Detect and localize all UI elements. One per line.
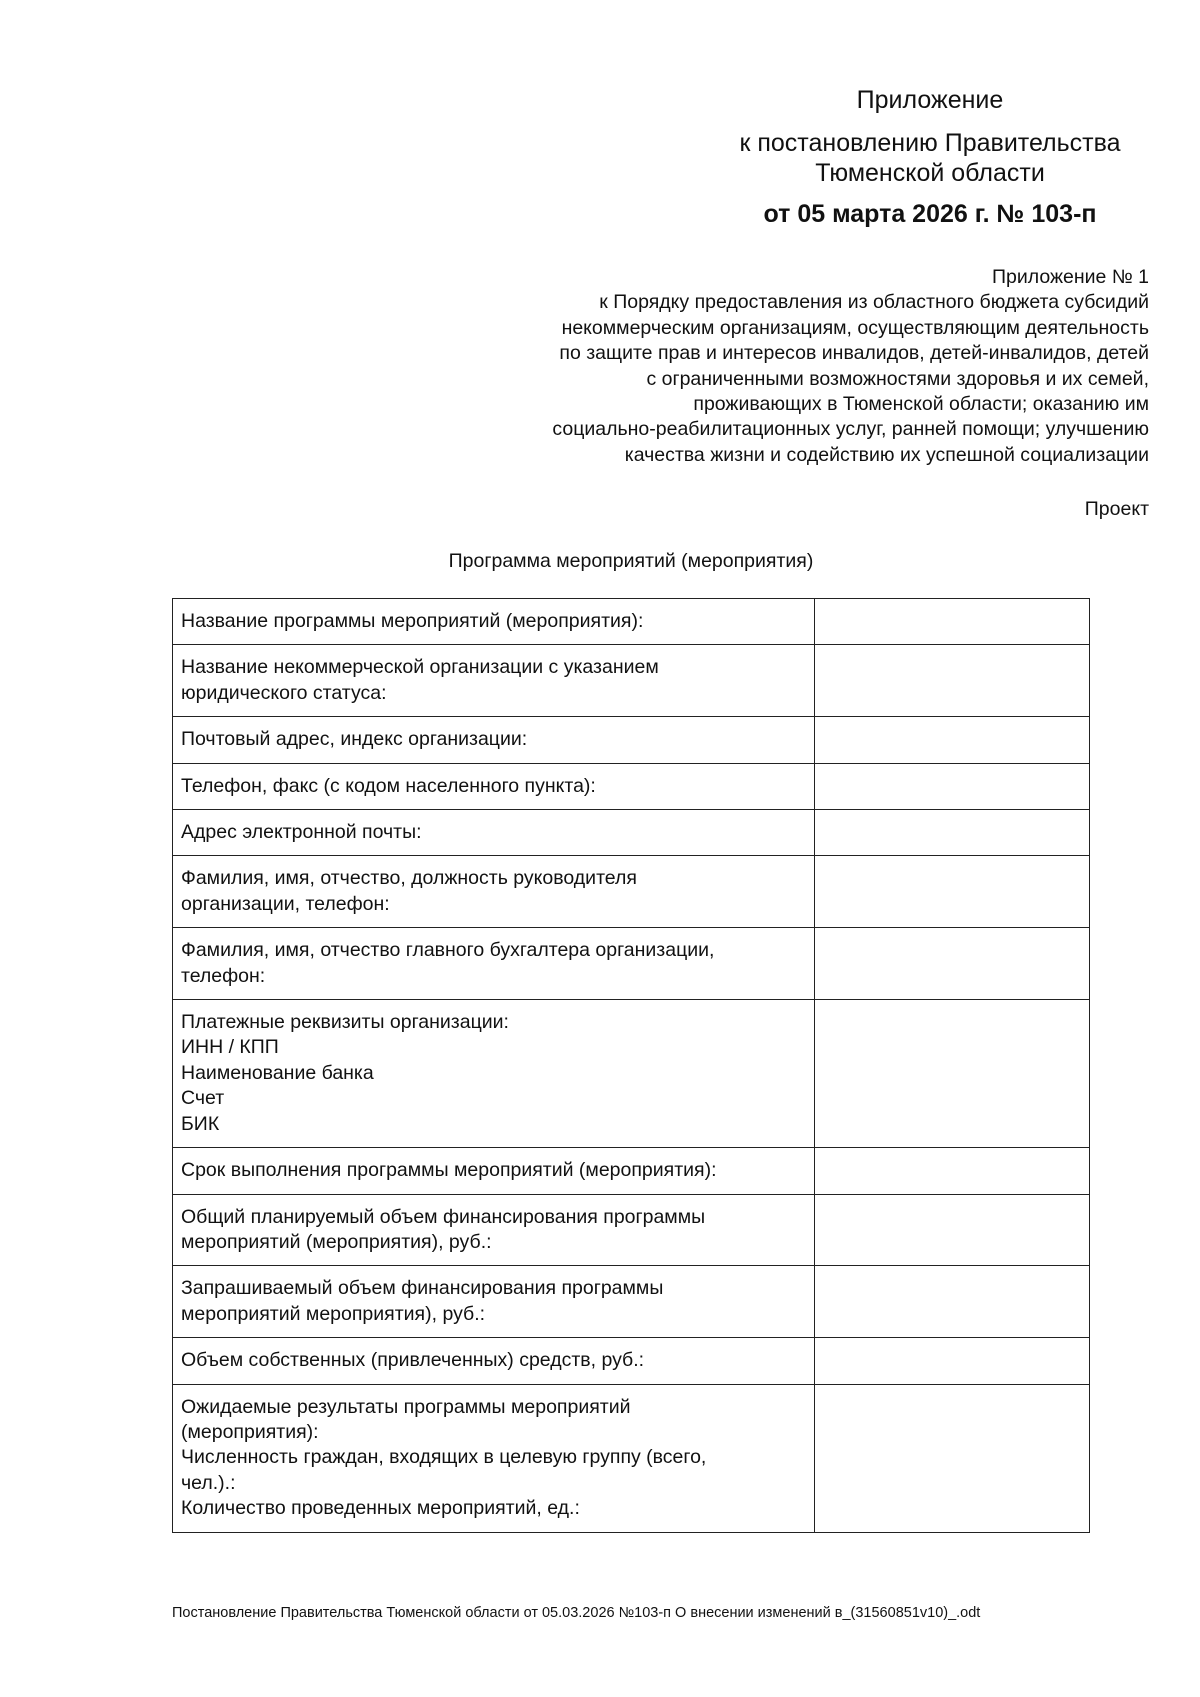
program-form-table-body	[173, 599, 1090, 1533]
field-value-cell[interactable]	[815, 1384, 1090, 1532]
sub-appendix-line: проживающих в Тюменской области; оказанию им	[693, 393, 1149, 416]
table-row	[173, 928, 1090, 1000]
project-label: Проект	[1084, 498, 1149, 520]
field-label-line: ИНН / КПП	[181, 1036, 279, 1059]
resolution-reference-line-1: к постановлению Правительства	[739, 129, 1121, 157]
sub-appendix-line: Приложение № 1	[992, 266, 1149, 288]
field-value-cell[interactable]	[815, 928, 1090, 1000]
field-label-line: (мероприятия):	[181, 1420, 319, 1443]
field-label-line: Название некоммерческой организации с указанием	[181, 656, 659, 679]
table-row	[173, 1194, 1090, 1266]
footer-filename: Постановление Правительства Тюменской области от 05.03.2026 №103-п О внесении изменений в_(31560851v10)_.odt	[172, 1605, 981, 1621]
field-label-line: Общий планируемый объем финансирования программы	[181, 1205, 706, 1228]
field-label-line: Фамилия, имя, отчество главного бухгалтера организации,	[181, 939, 715, 962]
field-label-cell	[173, 1000, 815, 1148]
field-label-cell	[173, 1384, 815, 1532]
resolution-reference-line-2: Тюменской области	[815, 159, 1045, 187]
sub-appendix-line: качества жизни и содействию их успешной социализации	[624, 443, 1149, 466]
form-title: Программа мероприятий (мероприятия)	[448, 550, 814, 572]
field-value-cell[interactable]	[815, 645, 1090, 717]
table-row	[173, 599, 1090, 645]
table-row	[173, 763, 1090, 809]
field-value-cell[interactable]	[815, 856, 1090, 928]
sub-appendix-line: к Порядку предоставления из областного бюджета субсидий	[599, 291, 1149, 314]
field-label-line: Ожидаемые результаты программы мероприятий	[181, 1395, 631, 1418]
field-label-line: Платежные реквизиты организации:	[181, 1011, 509, 1034]
field-label-line: Запрашиваемый объем финансирования программы	[181, 1277, 664, 1300]
field-value-cell[interactable]	[815, 599, 1090, 645]
field-label-cell	[173, 1266, 815, 1338]
field-value-cell[interactable]	[815, 763, 1090, 809]
field-value-cell[interactable]	[815, 1000, 1090, 1148]
field-label-line: Телефон, факс (с кодом населенного пункта):	[181, 774, 596, 797]
field-label-line: телефон:	[181, 964, 266, 987]
field-label-cell	[173, 763, 815, 809]
sub-appendix-line: социально-реабилитационных услуг, ранней помощи; улучшению	[552, 418, 1149, 441]
field-label-line: Почтовый адрес, индекс организации:	[181, 728, 528, 751]
field-label-line: Численность граждан, входящих в целевую группу (всего,	[181, 1446, 707, 1469]
table-row	[173, 717, 1090, 763]
field-label-cell	[173, 1194, 815, 1266]
field-label-cell	[173, 928, 815, 1000]
table-row	[173, 1384, 1090, 1532]
field-label-line: Название программы мероприятий (мероприятия):	[181, 610, 644, 632]
field-label-cell	[173, 645, 815, 717]
field-label-cell	[173, 1148, 815, 1194]
field-label-cell	[173, 599, 815, 645]
resolution-date: от 05 марта 2026 г. № 103-п	[763, 200, 1097, 228]
table-row	[173, 1000, 1090, 1148]
field-label-line: Срок выполнения программы мероприятий (мероприятия):	[181, 1159, 717, 1182]
field-value-cell[interactable]	[815, 1338, 1090, 1384]
sub-appendix-line: некоммерческим организациям, осуществляющим деятельность	[561, 316, 1149, 339]
field-label-line: чел.).:	[181, 1471, 236, 1494]
table-row	[173, 1148, 1090, 1194]
field-label-line: Фамилия, имя, отчество, должность руководителя	[181, 867, 637, 890]
field-label-line: Счет	[181, 1087, 225, 1110]
resolution-reference	[680, 128, 1180, 188]
field-value-cell[interactable]	[815, 810, 1090, 856]
field-label-line: Наименование банка	[181, 1061, 374, 1084]
field-label-line: организации, телефон:	[181, 892, 390, 915]
field-label-cell	[173, 856, 815, 928]
field-label-line: мероприятий мероприятия), руб.:	[181, 1302, 486, 1325]
sub-appendix-line: по защите прав и интересов инвалидов, детей-инвалидов, детей	[559, 342, 1149, 365]
field-value-cell[interactable]	[815, 1266, 1090, 1338]
field-label-cell	[173, 717, 815, 763]
field-label-line: юридического статуса:	[181, 681, 387, 704]
field-label-cell	[173, 1338, 815, 1384]
table-row	[173, 645, 1090, 717]
field-label-line: Адрес электронной почты:	[181, 821, 422, 844]
table-row	[173, 1338, 1090, 1384]
field-label-line: мероприятий (мероприятия), руб.:	[181, 1230, 492, 1253]
field-value-cell[interactable]	[815, 1148, 1090, 1194]
field-label-cell	[173, 810, 815, 856]
field-label-line: Количество проведенных мероприятий, ед.:	[181, 1497, 580, 1520]
sub-appendix-reference	[389, 265, 1149, 468]
table-row	[173, 856, 1090, 928]
field-label-line: БИК	[181, 1112, 220, 1135]
appendix-title: Приложение	[856, 86, 1004, 114]
field-value-cell[interactable]	[815, 717, 1090, 763]
table-row	[173, 1266, 1090, 1338]
program-form-table	[172, 598, 1090, 1533]
table-row	[173, 810, 1090, 856]
field-label-line: Объем собственных (привлеченных) средств, руб.:	[181, 1349, 645, 1372]
sub-appendix-line: с ограниченными возможностями здоровья и их семей,	[646, 367, 1149, 390]
field-value-cell[interactable]	[815, 1194, 1090, 1266]
